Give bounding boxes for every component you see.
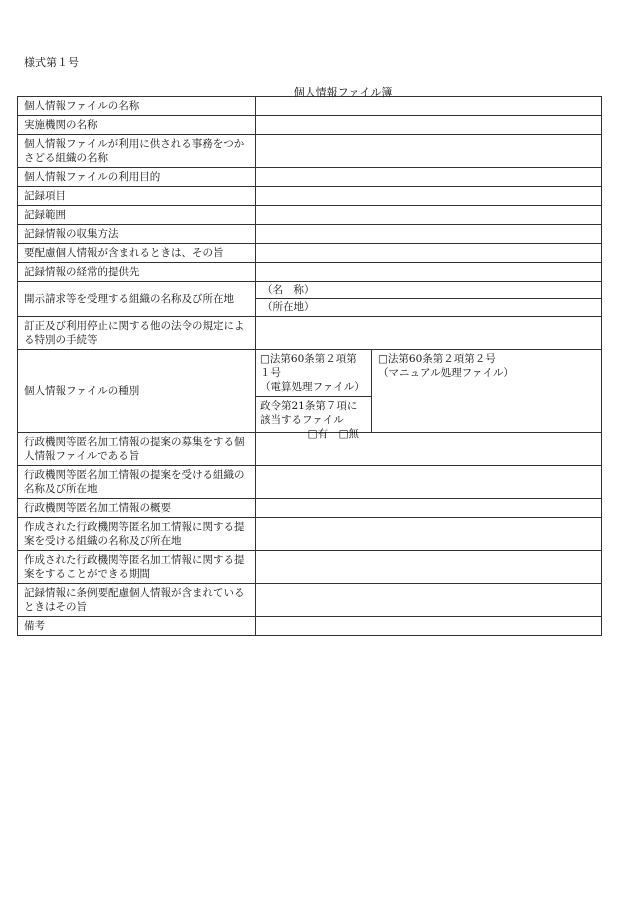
table-row [18,518,602,551]
row-label: 作成された行政機関等匿名加工情報に関する提案を受ける組織の名称及び所在地 [18,518,256,551]
row-label: 行政機関等匿名加工情報の概要 [18,499,256,518]
option-manual-file[interactable]: □法第60条第２項第２号 （マニュアル処理ファイル） [378,353,514,379]
yes-no-checkboxes[interactable]: □有 □無 [307,428,359,440]
value-cell[interactable] [256,263,602,282]
value-cell[interactable] [256,617,602,636]
option-computer-file[interactable]: □法第60条第２項第 １号 （電算処理ファイル） [256,350,371,397]
table-row [18,168,602,187]
row-label: 個人情報ファイルの利用目的 [18,168,256,187]
ordinance-applicability: 政令第21条第７項に 該当するファイル □有 □無 [256,397,371,443]
row-label: 個人情報ファイルの種別 [18,350,256,433]
value-cell[interactable] [256,499,602,518]
row-label: 開示請求等を受理する組織の名称及び所在地 [18,282,256,317]
table-row [18,350,602,433]
row-label: 記録情報に条例要配慮個人情報が含まれているときはその旨 [18,584,256,617]
row-label: 個人情報ファイルが利用に供される事務をつかさどる組織の名称 [18,135,256,168]
document-title: 個人情報ファイル簿 [293,86,393,99]
row-label: 要配慮個人情報が含まれるときは、その旨 [18,244,256,263]
value-cell[interactable] [256,551,602,584]
table-row [18,225,602,244]
row-label: 備考 [18,617,256,636]
row-label: 記録項目 [18,187,256,206]
disclosure-cell [256,282,602,317]
personal-info-file-register-table [17,96,602,636]
table-row [18,97,602,116]
table-row [18,206,602,225]
table-row [18,499,602,518]
value-cell[interactable] [256,244,602,263]
disclosure-name-field[interactable]: （名 称） [262,284,315,296]
table-row [18,135,602,168]
value-cell[interactable] [256,584,602,617]
value-cell[interactable] [256,135,602,168]
value-cell[interactable] [256,225,602,244]
value-cell[interactable] [256,466,602,499]
row-label: 作成された行政機関等匿名加工情報に関する提案をすることができる期間 [18,551,256,584]
table-row [18,551,602,584]
file-kind-cell [256,350,602,440]
row-label: 行政機関等匿名加工情報の提案の募集をする個人情報ファイルである旨 [18,433,256,466]
row-label: 記録範囲 [18,206,256,225]
row-label: 記録情報の収集方法 [18,225,256,244]
table-row [18,187,602,206]
row-label: 行政機関等匿名加工情報の提案を受ける組織の名称及び所在地 [18,466,256,499]
row-label: 個人情報ファイルの名称 [18,97,256,116]
value-cell[interactable] [256,116,602,135]
table-row [18,617,602,636]
row-label: 実施機関の名称 [18,116,256,135]
value-cell[interactable] [256,168,602,187]
value-cell[interactable] [256,206,602,225]
value-cell[interactable] [256,97,602,116]
form-number: 様式第１号 [24,56,79,69]
table-row [18,263,602,282]
table-row [18,317,602,350]
table-row [18,244,602,263]
row-label: 記録情報の経常的提供先 [18,263,256,282]
table-row [18,584,602,617]
value-cell[interactable] [256,187,602,206]
value-cell[interactable] [256,518,602,551]
table-row [18,116,602,135]
table-row [18,466,602,499]
value-cell[interactable] [256,317,602,350]
disclosure-address-field[interactable]: （所在地） [256,298,601,315]
row-label: 訂正及び利用停止に関する他の法令の規定による特別の手続等 [18,317,256,350]
table-row [18,282,602,317]
